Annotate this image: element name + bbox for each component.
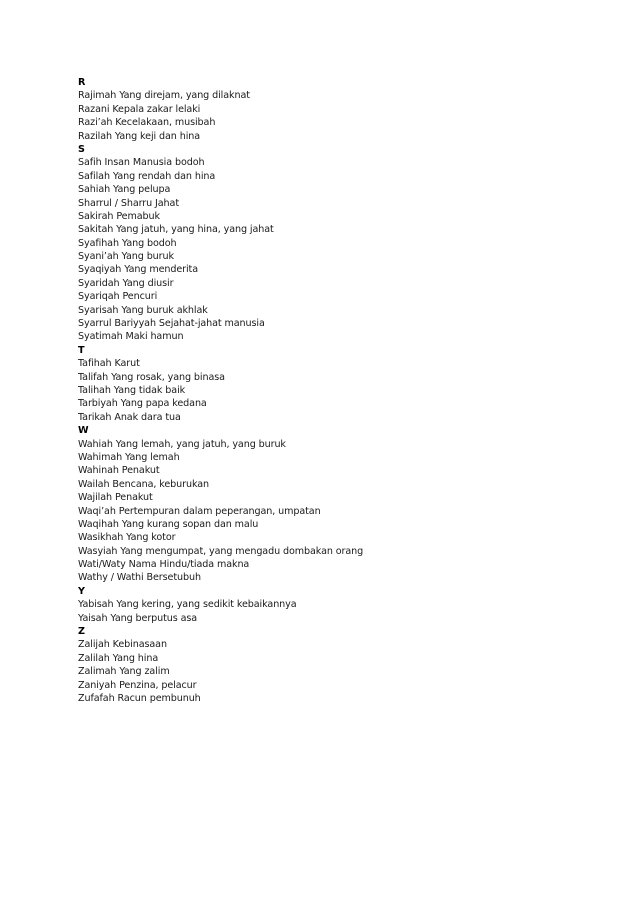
name-entry: Safih Insan Manusia bodoh: [78, 157, 205, 169]
name-entry: Sharrul / Sharru Jahat: [78, 197, 179, 209]
section-letter-heading: T: [78, 344, 85, 356]
name-entry: Sakirah Pemabuk: [78, 210, 160, 222]
name-entry: Waqi’ah Pertempuran dalam peperangan, umpatan: [78, 505, 321, 517]
name-entry: Razi’ah Kecelakaan, musibah: [78, 117, 216, 129]
name-entry: Talifah Yang rosak, yang binasa: [78, 371, 225, 383]
name-entry: Wahinah Penakut: [78, 465, 160, 477]
section-letter-heading: W: [78, 425, 89, 437]
name-entry: Razilah Yang keji dan hina: [78, 130, 201, 142]
name-entry: Zalijah Kebinasaan: [78, 639, 167, 651]
name-entry: Wailah Bencana, keburukan: [78, 478, 210, 490]
name-entry: Rajimah Yang direjam, yang dilaknat: [78, 90, 250, 102]
name-entry: Sakitah Yang jatuh, yang hina, yang jahat: [78, 224, 274, 236]
name-entry: Tafihah Karut: [78, 358, 140, 370]
name-entry: Sahiah Yang pelupa: [78, 184, 171, 196]
name-entry: Wasyiah Yang mengumpat, yang mengadu dombakan orang: [78, 545, 364, 557]
name-entry: Waqihah Yang kurang sopan dan malu: [78, 518, 259, 530]
name-entry: Syarisah Yang buruk akhlak: [78, 304, 208, 316]
name-entry: Wathy / Wathi Bersetubuh: [78, 572, 201, 584]
name-entry: Yaisah Yang berputus asa: [78, 612, 198, 624]
name-entry: Wahimah Yang lemah: [78, 451, 180, 463]
name-entry: Wati/Waty Nama Hindu/tiada makna: [78, 559, 250, 571]
section-letter-heading: Z: [78, 626, 85, 638]
name-entry: Razani Kepala zakar lelaki: [78, 103, 201, 115]
section-letter-heading: S: [78, 143, 85, 155]
name-entry: Wajilah Penakut: [78, 492, 153, 504]
name-entry: Tarbiyah Yang papa kedana: [78, 398, 207, 410]
name-entry: Syariqah Pencuri: [78, 291, 158, 303]
name-entry: Yabisah Yang kering, yang sedikit kebaikannya: [78, 599, 297, 611]
section-letter-heading: Y: [78, 585, 85, 597]
section-letter-heading: R: [78, 77, 86, 88]
name-entry: Safilah Yang rendah dan hina: [78, 170, 216, 182]
name-entry: Zalimah Yang zalim: [78, 666, 170, 678]
name-entry: Syarrul Bariyyah Sejahat-jahat manusia: [78, 318, 265, 330]
name-entry: Syaqiyah Yang menderita: [78, 264, 198, 276]
name-entry: Talihah Yang tidak baik: [78, 384, 186, 396]
name-entry: Zaniyah Penzina, pelacur: [78, 679, 197, 691]
name-entry: Syafihah Yang bodoh: [78, 237, 177, 249]
name-entry: Tarikah Anak dara tua: [78, 411, 181, 423]
name-entry: Zalilah Yang hina: [78, 652, 159, 664]
name-entry: Syatimah Maki hamun: [78, 331, 184, 343]
name-list: [78, 76, 598, 705]
name-entry: Wasikhah Yang kotor: [78, 532, 176, 544]
name-entry: Syani’ah Yang buruk: [78, 251, 174, 263]
name-entry: Syaridah Yang diusir: [78, 277, 174, 289]
name-entry: Wahiah Yang lemah, yang jatuh, yang buruk: [78, 438, 286, 450]
name-entry: Zufafah Racun pembunuh: [78, 692, 201, 704]
